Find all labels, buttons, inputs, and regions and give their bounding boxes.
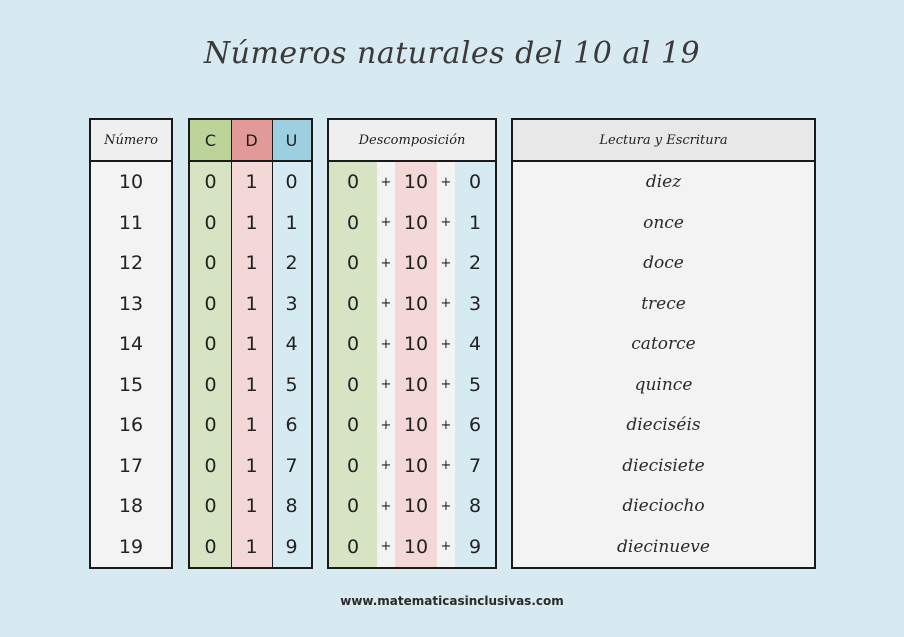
u-cell: 4 (285, 333, 298, 356)
numero-header: Número (91, 120, 171, 162)
dec-d-cell: 10 (403, 414, 429, 437)
dec-u-cell: 3 (468, 292, 482, 315)
lectura-cell: doce (643, 253, 684, 274)
cdu-table (188, 118, 313, 569)
descomposicion-table (327, 118, 497, 569)
plus-sign: + (440, 336, 452, 352)
lectura-cell: catorce (631, 334, 696, 355)
u-cell: 7 (285, 454, 298, 477)
plus-sign: + (380, 417, 392, 433)
c-cell: 0 (204, 292, 217, 315)
dec-d-cell: 10 (403, 373, 429, 396)
plus-sign: + (380, 458, 392, 474)
dec-d-cell: 10 (403, 252, 429, 275)
footer-url: www.matematicasinclusivas.com (340, 594, 564, 608)
dec-c-cell: 0 (346, 211, 360, 234)
dec-u-cell: 7 (468, 454, 482, 477)
numero-cell: 15 (118, 373, 144, 396)
d-cell: 1 (245, 252, 258, 275)
lectura-cell: quince (634, 374, 693, 395)
plus-sign: + (380, 174, 392, 190)
numero-cell: 12 (118, 252, 144, 275)
plus-sign: + (380, 539, 392, 555)
dec-c-cell: 0 (346, 414, 360, 437)
dec-c-cell: 0 (346, 495, 360, 518)
dec-d-cell: 10 (403, 333, 429, 356)
d-cell: 1 (245, 211, 258, 234)
u-cell: 9 (285, 535, 298, 558)
dec-u-cell: 9 (468, 535, 482, 558)
dec-u-cell: 2 (468, 252, 482, 275)
lectura-table (511, 118, 816, 569)
plus-sign: + (440, 296, 452, 312)
plus-sign: + (440, 255, 452, 271)
c-cell: 0 (204, 373, 217, 396)
c-cell: 0 (204, 414, 217, 437)
dec-d-cell: 10 (403, 454, 429, 477)
dec-d-cell: 10 (403, 171, 429, 194)
page-title: Números naturales del 10 al 19 (203, 36, 701, 71)
dec-d-cell: 10 (403, 495, 429, 518)
lectura-cell: diecisiete (622, 455, 705, 476)
dec-c-cell: 0 (346, 454, 360, 477)
numero-table (89, 118, 173, 569)
plus-sign: + (440, 498, 452, 514)
lectura-cell: diecinueve (617, 536, 710, 557)
lectura-header: Lectura y Escritura (513, 120, 814, 162)
plus-sign: + (380, 215, 392, 231)
plus-sign: + (440, 215, 452, 231)
c-cell: 0 (204, 495, 217, 518)
dec-c-cell: 0 (346, 171, 360, 194)
plus-sign: + (440, 458, 452, 474)
plus-sign: + (380, 377, 392, 393)
plus-sign: + (440, 539, 452, 555)
lectura-cell: trece (641, 293, 686, 314)
u-cell: 8 (285, 495, 298, 518)
u-cell: 2 (285, 252, 298, 275)
numero-cell: 11 (118, 211, 144, 234)
u-cell: 3 (285, 292, 298, 315)
numero-cell: 19 (118, 535, 144, 558)
lectura-cell: once (643, 212, 684, 233)
dec-d-cell: 10 (403, 535, 429, 558)
u-cell: 5 (285, 373, 298, 396)
dec-d-cell: 10 (403, 292, 429, 315)
numero-cell: 16 (118, 414, 144, 437)
dec-u-cell: 8 (468, 495, 482, 518)
d-cell: 1 (245, 495, 258, 518)
dec-c-cell: 0 (346, 292, 360, 315)
plus-sign: + (380, 498, 392, 514)
numero-cell: 17 (118, 454, 144, 477)
plus-sign: + (380, 296, 392, 312)
u-cell: 6 (285, 414, 298, 437)
descomposicion-header: Descomposición (329, 120, 495, 162)
c-cell: 0 (204, 252, 217, 275)
dec-c-cell: 0 (346, 535, 360, 558)
lectura-cell: dieciocho (622, 496, 705, 517)
dec-u-cell: 6 (468, 414, 482, 437)
numero-cell: 18 (118, 495, 144, 518)
dec-u-cell: 4 (468, 333, 482, 356)
d-header: D (231, 120, 272, 162)
numero-cell: 14 (118, 333, 144, 356)
d-cell: 1 (245, 171, 258, 194)
d-cell: 1 (245, 292, 258, 315)
c-cell: 0 (204, 535, 217, 558)
plus-sign: + (440, 174, 452, 190)
u-header: U (272, 120, 311, 162)
dec-d-cell: 10 (403, 211, 429, 234)
dec-u-cell: 0 (468, 171, 482, 194)
d-cell: 1 (245, 333, 258, 356)
dec-c-cell: 0 (346, 333, 360, 356)
d-cell: 1 (245, 373, 258, 396)
c-cell: 0 (204, 211, 217, 234)
d-cell: 1 (245, 535, 258, 558)
dec-c-cell: 0 (346, 252, 360, 275)
dec-u-cell: 1 (468, 211, 482, 234)
dec-c-cell: 0 (346, 373, 360, 396)
c-cell: 0 (204, 333, 217, 356)
d-cell: 1 (245, 414, 258, 437)
u-cell: 0 (285, 171, 298, 194)
plus-sign: + (440, 377, 452, 393)
u-cell: 1 (285, 211, 298, 234)
c-cell: 0 (204, 171, 217, 194)
dec-u-cell: 5 (468, 373, 482, 396)
d-cell: 1 (245, 454, 258, 477)
numero-cell: 10 (118, 171, 144, 194)
c-header: C (190, 120, 231, 162)
numero-cell: 13 (118, 292, 144, 315)
plus-sign: + (380, 336, 392, 352)
c-cell: 0 (204, 454, 217, 477)
plus-sign: + (380, 255, 392, 271)
lectura-cell: diez (645, 172, 682, 193)
lectura-cell: dieciséis (626, 415, 701, 436)
plus-sign: + (440, 417, 452, 433)
